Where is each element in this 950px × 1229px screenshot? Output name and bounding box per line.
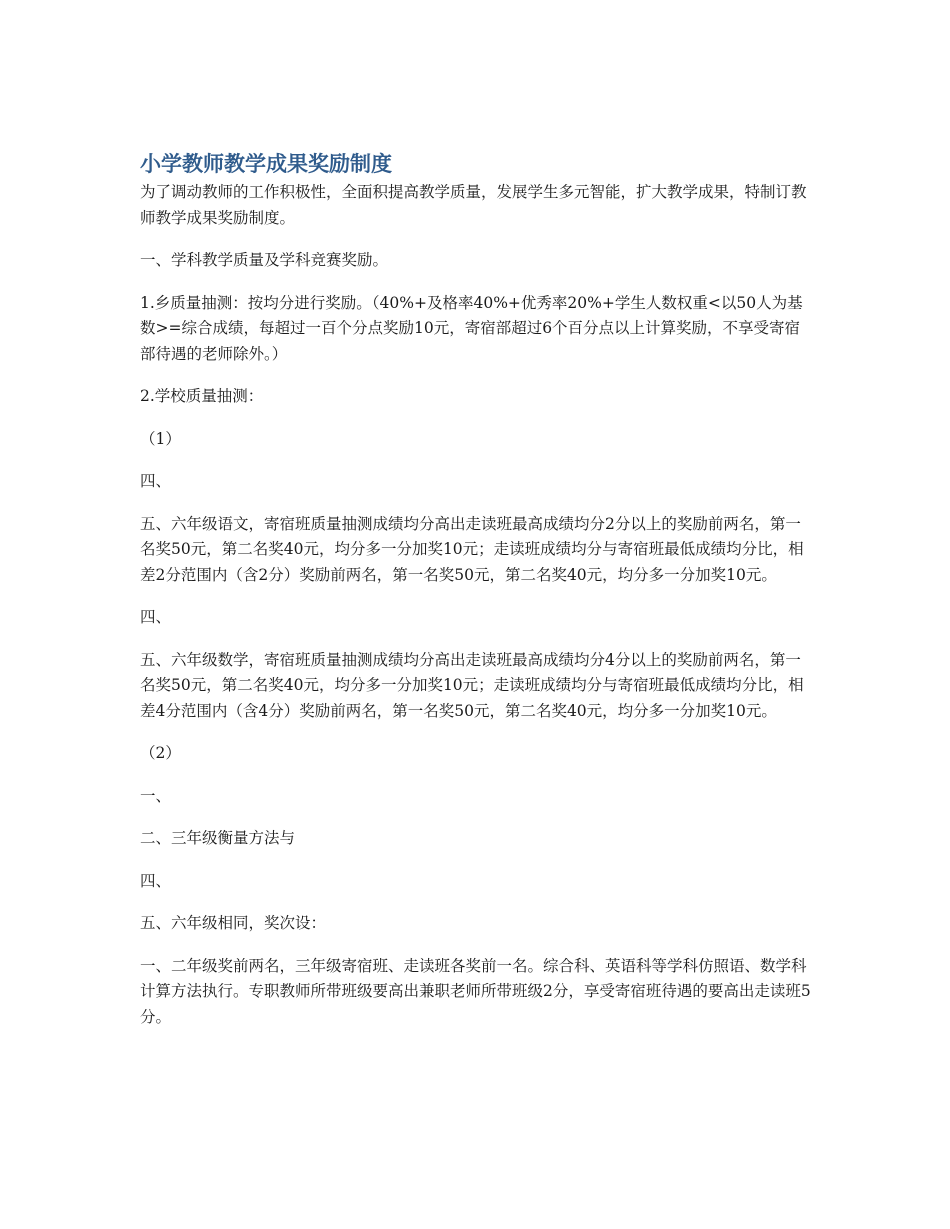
paragraph-four-c: 四、	[140, 871, 172, 890]
paragraph-item-1: （1）	[140, 429, 181, 448]
document-page	[140, 150, 815, 1047]
paragraph-chinese-reward: 五、六年级语文，寄宿班质量抽测成绩均分高出走读班最高成绩均分2分以上的奖励前两名，第一名奖50元，第二名奖40元，均分多一分加奖10元；走读班成绩均分与寄宿班最低成绩均分比，相差2分范围内（含2分）奖励前两名，第一名奖50元，第二名奖40元，均分多一分加奖10元。	[140, 514, 804, 584]
paragraph-item-2: （2）	[140, 744, 181, 762]
paragraph-grade-six-same: 五、六年级相同，奖次设：	[140, 914, 327, 932]
paragraph-one: 一、	[140, 786, 172, 805]
paragraph-intro: 为了调动教师的工作积极性，全面积提高教学质量，发展学生多元智能，扩大教学成果，特制订教师教学成果奖励制度。	[140, 183, 807, 227]
paragraph-math-reward: 五、六年级数学，寄宿班质量抽测成绩均分高出走读班最高成绩均分4分以上的奖励前两名，第一名奖50元，第二名奖40元，均分多一分加奖10元；走读班成绩均分与寄宿班最低成绩均分比，相差4分范围内（含4分）奖励前两名，第一名奖50元，第二名奖40元，均分多一分加奖10元。	[140, 650, 804, 720]
paragraph-school-test: 2.学校质量抽测：	[140, 387, 264, 405]
paragraph-township-test: 1.乡质量抽测：按均分进行奖励。（40%+及格率40%+优秀率20%+学生人数权重<以50人为基数>=综合成绩，每超过一百个分点奖励10元，寄宿部超过6个百分点以上计算奖励，不享受寄宿部待遇的老师除外。）	[140, 293, 803, 363]
paragraph-four-a: 四、	[140, 472, 172, 490]
paragraph-section-1: 一、学科教学质量及学科竞赛奖励。	[140, 251, 389, 269]
paragraph-grade-three: 二、三年级衡量方法与	[140, 829, 296, 847]
paragraph-four-b: 四、	[140, 608, 172, 626]
paragraph-grade-one-two: 一、二年级奖前两名，三年级寄宿班、走读班各奖前一名。综合科、英语科等学科仿照语、数学科计算方法执行。专职教师所带班级要高出兼职老师所带班级2分，享受寄宿班待遇的要高出走读班5分。	[140, 956, 811, 1026]
document-title: 小学教师教学成果奖励制度	[140, 152, 392, 176]
